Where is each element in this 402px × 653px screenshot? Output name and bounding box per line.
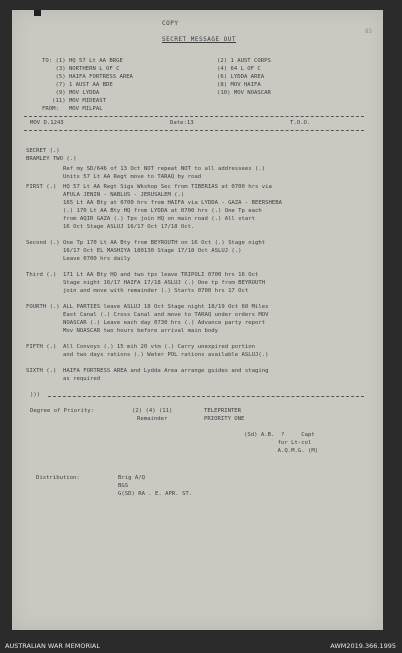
body-line: NOASCAR (.) Leave each day 0730 hrs (.) Advance party report xyxy=(26,320,266,326)
to-line: (3) NORTHERN L OF C xyxy=(42,66,120,72)
priority-remainder-method: PRIORITY ONE xyxy=(204,416,245,422)
date-field: Date:13 xyxy=(170,120,194,126)
end-mark: ))) xyxy=(30,392,41,398)
body-line: and two days rations (.) Water POL rations available ASLUJ(.) xyxy=(26,352,269,358)
body-line: AFULA JENIN - NABLUS - JERUSALEM (.) xyxy=(26,192,185,198)
from-line: FROM: MOV MILPAL xyxy=(42,106,103,112)
body-line: Ref my SD/646 of 13 Oct NOT repeat NOT to all addressees (.) xyxy=(26,166,266,172)
signature-line: A.Q.M.G. (M) xyxy=(244,448,319,454)
to-line: (7) 1 AUST AA BDE xyxy=(42,82,113,88)
punch-hole xyxy=(34,10,41,16)
distribution-label: Distribution: xyxy=(36,475,80,481)
signature-line: (Sd) A.B. ? Capt xyxy=(244,432,315,438)
accession-number: AWM2019.366.1995 xyxy=(330,642,396,650)
priority-remainder: Remainder xyxy=(137,416,168,422)
reference-number: MOV D.1243 xyxy=(30,120,64,126)
to-line: (11) MOV MIDEAST xyxy=(42,98,106,104)
body-line: Leave 0700 hrs daily xyxy=(26,256,131,262)
priority-method: TELEPRINTER xyxy=(204,408,242,414)
distribution-item: BGS xyxy=(118,483,129,489)
document-page xyxy=(12,10,383,630)
to-line: (8) MOV HAIFA xyxy=(217,82,261,88)
body-line: FIFTH (.) All Convoys (.) 15 mih 20 vtm (.) Carry unexpired portion xyxy=(26,344,256,350)
body-line: BRAMLEY TWO (.) xyxy=(26,156,77,162)
copy-label: COPY xyxy=(162,20,179,27)
to-line: (5) HAIFA FORTRESS AREA xyxy=(42,74,133,80)
body-line: FIRST (.) HQ 57 Lt AA Regt Sigs Wkshop Sec from TIBERIAS at 0700 hrs via xyxy=(26,184,272,190)
body-line: SECRET (.) xyxy=(26,148,60,154)
body-line: FOURTH (.) ALL PARTIES leave ASLUJ 18 Oct Stage night 18/19 Oct 60 Miles xyxy=(26,304,269,310)
divider xyxy=(24,116,364,117)
page-mark: 85 xyxy=(365,28,373,35)
to-line: (9) MOV LYDDA xyxy=(42,90,100,96)
to-line: (10) MOV NOASCAR xyxy=(217,90,271,96)
body-line: join and move with remainder (.) Starts 0700 hrs 17 Oct xyxy=(26,288,249,294)
signature-line: for Lt-col xyxy=(244,440,312,446)
body-line: Mov NOASCAR two hours before arrival main body xyxy=(26,328,218,334)
footer-bar xyxy=(0,640,402,653)
document-title: SECRET MESSAGE OUT xyxy=(162,36,237,43)
body-line: Units 57 Lt AA Regt move to TARAQ by road xyxy=(26,174,202,180)
body-line: 16 Oct Stage ASLUJ 16/17 Oct 17/18 Oct. xyxy=(26,224,195,230)
priority-values: (2) (4) (11) xyxy=(132,408,173,414)
distribution-item: Brig A/Q xyxy=(118,475,145,481)
to-line: (2) 1 AUST CORPS xyxy=(217,58,271,64)
to-line: TO: (1) HQ 57 Lt AA BRGE xyxy=(42,58,123,64)
time-of-origin: T.O.O. xyxy=(290,120,311,126)
priority-label: Degree of Priority: xyxy=(30,408,94,414)
distribution-item: G(SD) RA . E. APR. ST. xyxy=(118,491,193,497)
body-line: 165 Lt AA Bty at 0700 hrs from HAIFA via LYDDA - GAZA - BEERSHEBA xyxy=(26,200,282,206)
divider xyxy=(24,130,364,131)
divider xyxy=(48,396,364,397)
body-line: (.) 170 Lt AA Bty HQ from LYDDA at 0700 hrs (.) One Tp each xyxy=(26,208,262,214)
body-line: Second (.) One Tp 170 Lt AA Bty from BEYROUTH on 16 Oct (.) Stage night xyxy=(26,240,266,246)
body-line: Stage night 16/17 HAIFA 17/18 ASLUJ (.) One tp from BEYROUTH xyxy=(26,280,266,286)
body-line: Third (.) 171 Lt AA Bty HQ and two tps leave TRIPOLI 0700 hrs 16 Oct xyxy=(26,272,259,278)
body-line: East Canal (.) Cross Canal and move to TARAQ under orders MOV xyxy=(26,312,269,318)
to-line: (4) 64 L OF C xyxy=(217,66,261,72)
archive-name: AUSTRALIAN WAR MEMORIAL xyxy=(5,642,100,650)
body-line: from AQIR GAZA (.) Tps join HQ on main road (.) All start xyxy=(26,216,256,222)
body-line: SIXTH (.) HAIFA FORTRESS AREA and Lydda Area arrange guides and staging xyxy=(26,368,269,374)
body-line: 16/17 Oct EL MASHIYA 180130 Stage 17/18 Oct ASLUJ (.) xyxy=(26,248,242,254)
body-line: as required xyxy=(26,376,101,382)
to-line: (6) LYDDA AREA xyxy=(217,74,265,80)
